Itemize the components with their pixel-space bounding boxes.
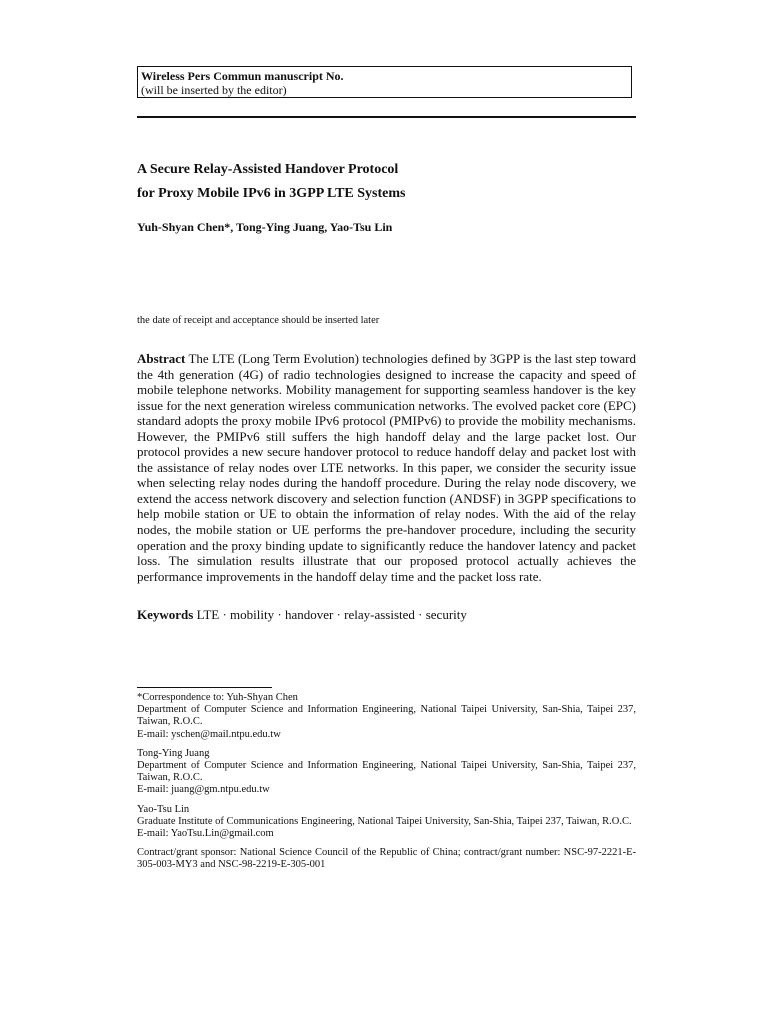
correspondence-line: *Correspondence to: Yuh-Shyan Chen bbox=[137, 692, 298, 703]
keywords-label: Keywords bbox=[137, 607, 194, 622]
author2-affiliation: Department of Computer Science and Information Engineering, National Taipei University, San-Shia, Taipei 237, Taiwan, R.O.C. bbox=[137, 760, 636, 784]
keywords-text: LTE · mobility · handover · relay-assisted · security bbox=[196, 607, 467, 622]
keywords bbox=[137, 607, 467, 623]
journal-note: (will be inserted by the editor) bbox=[141, 83, 287, 97]
journal-name: Wireless Pers Commun manuscript No. bbox=[141, 69, 344, 83]
abstract-text: The LTE (Long Term Evolution) technologies defined by 3GPP is the last step toward the 4th generation (4G) of radio technologies designed to increase the capacity and speed of mobile telephone networks. Mobility management for supporting seamless handover is the key issue for the next generation wireless communication networks. The evolved packet core (EPC) standard adopts the proxy mobile IPv6 protocol (PMIPv6) to provide the mobility mechanisms. However, the PMIPv6 still suffers the high handoff delay and the large packet lost. Our protocol provides a new secure handover protocol to reduce handoff delay and packet lost with the assistance of relay nodes over LTE networks. In this paper, we consider the security issue when selecting relay nodes during the handoff procedure. During the relay node discovery, we extend the access network discovery and selection function (ANDSF) in 3GPP specifications to help mobile station or UE to obtain the information of relay nodes. With the aid of the relay nodes, the mobile station or UE performs the pre-handover procedure, including the security operation and the proxy binding update to significantly reduce the handover latency and packet loss. The simulation results illustrate that our proposed protocol actually achieves the performance improvements in the handoff delay time and the packet loss rate. bbox=[137, 351, 637, 584]
author3-name: Yao-Tsu Lin bbox=[137, 803, 190, 815]
footnote-author-3 bbox=[137, 804, 636, 841]
received-note: the date of receipt and acceptance should be inserted later bbox=[137, 315, 380, 326]
journal-header-box bbox=[137, 66, 632, 98]
footnote-rule bbox=[137, 687, 272, 688]
title-line-1: A Secure Relay-Assisted Handover Protocol bbox=[137, 162, 399, 177]
footnotes bbox=[137, 692, 636, 879]
author3-email: E-mail: YaoTsu.Lin@gmail.com bbox=[137, 828, 274, 840]
abstract-label: Abstract bbox=[137, 351, 186, 366]
grant-note: Contract/grant sponsor: National Science Council of the Republic of China; contract/grant number: NSC-97-2221-E-305-003-MY3 and NSC-98-2219-E-305-001 bbox=[137, 847, 636, 871]
footnote-author-1 bbox=[137, 692, 636, 741]
footnote-author-2 bbox=[137, 748, 636, 797]
author3-affiliation: Graduate Institute of Communications Engineering, National Taipei University, San-Shia, Taipei 237, Taiwan, R.O.C. bbox=[137, 815, 632, 827]
author2-email: E-mail: juang@gm.ntpu.edu.tw bbox=[137, 784, 270, 796]
author1-affiliation: Department of Computer Science and Information Engineering, National Taipei University, San-Shia, Taipei 237, Taiwan, R.O.C. bbox=[137, 704, 636, 728]
header-rule bbox=[137, 116, 636, 118]
title-line-2: for Proxy Mobile IPv6 in 3GPP LTE Systems bbox=[137, 186, 406, 201]
author-list: Yuh-Shyan Chen*, Tong-Ying Juang, Yao-Tsu Lin bbox=[137, 220, 393, 234]
paper-title bbox=[137, 158, 636, 206]
author1-email: E-mail: yschen@mail.ntpu.edu.tw bbox=[137, 728, 281, 740]
abstract bbox=[137, 351, 636, 584]
author2-name: Tong-Ying Juang bbox=[137, 747, 210, 759]
